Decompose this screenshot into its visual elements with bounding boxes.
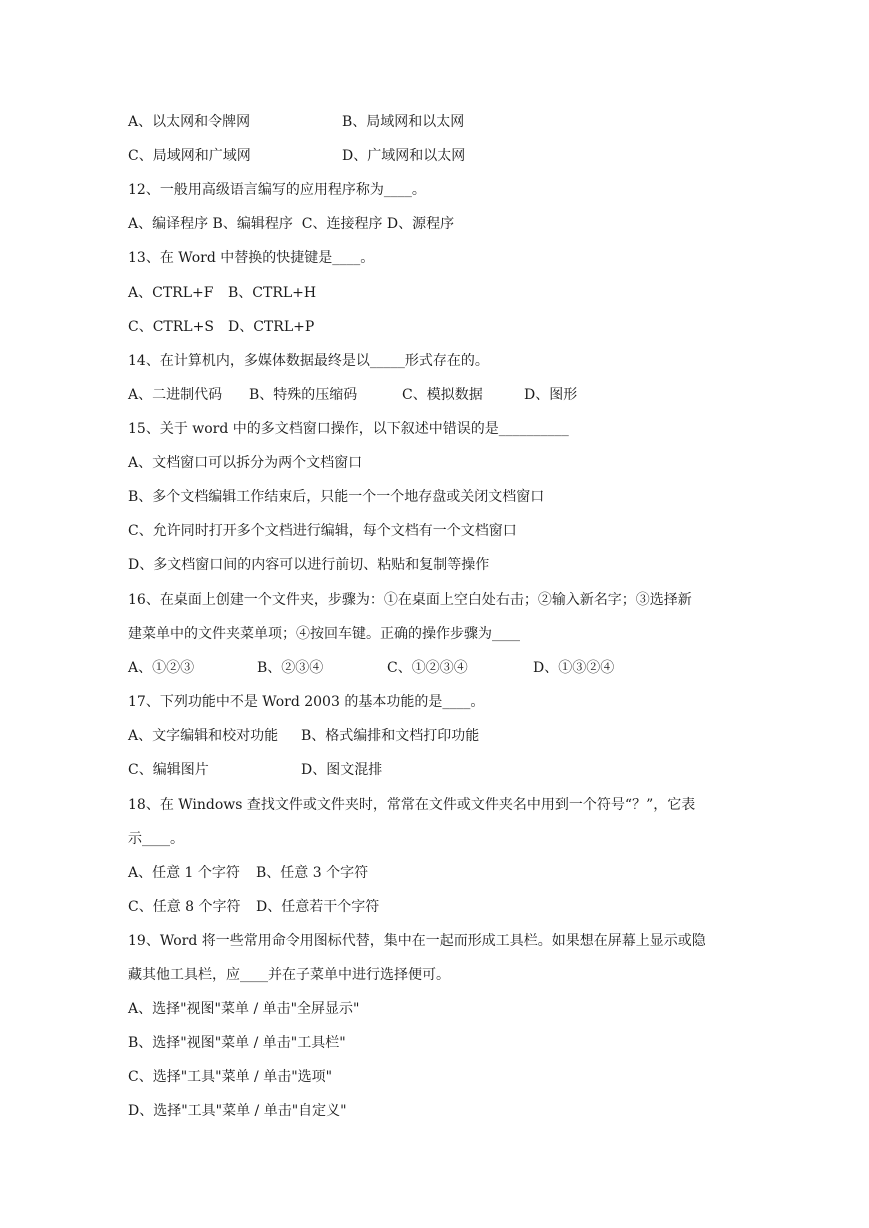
q11-option-b: B、局域网和以太网 bbox=[342, 114, 465, 130]
q16-option-d: D、①③②④ bbox=[533, 660, 615, 676]
q18-stem-line-2: 示____。 bbox=[128, 831, 184, 847]
q15-option-c: C、允许同时打开多个文档进行编辑，每个文档有一个文档窗口 bbox=[128, 523, 517, 539]
q16-option-a: A、①②③ bbox=[128, 660, 195, 676]
q14-option-c: C、模拟数据 bbox=[402, 387, 483, 403]
q14-options bbox=[128, 385, 578, 405]
q14-option-b: B、特殊的压缩码 bbox=[249, 387, 358, 403]
q19-stem-line-2: 藏其他工具栏，应____并在子菜单中进行选择便可。 bbox=[128, 967, 450, 983]
q11-option-a: A、以太网和令牌网 bbox=[128, 114, 251, 130]
q12-stem: 12、一般用高级语言编写的应用程序称为____。 bbox=[128, 182, 426, 198]
q18-option-b: B、任意 3 个字符 bbox=[256, 865, 369, 881]
q13-option-b: B、CTRL+H bbox=[228, 285, 317, 301]
q17-option-b: B、格式编排和文档打印功能 bbox=[301, 728, 480, 744]
q16-stem-line-2: 建菜单中的文件夹菜单项；④按回车键。正确的操作步骤为____ bbox=[128, 626, 520, 642]
q13-options-row-1 bbox=[128, 283, 317, 303]
q17-option-c: C、编辑图片 bbox=[128, 762, 209, 778]
q15-option-d: D、多文档窗口间的内容可以进行前切、粘贴和复制等操作 bbox=[128, 557, 490, 573]
q16-option-b: B、②③④ bbox=[257, 660, 324, 676]
q17-options-row-1 bbox=[128, 726, 480, 746]
q15-stem: 15、关于 word 中的多文档窗口操作，以下叙述中错误的是__________ bbox=[128, 421, 569, 437]
q17-option-a: A、文字编辑和校对功能 bbox=[128, 728, 279, 744]
q13-option-c: C、CTRL+S bbox=[128, 319, 214, 335]
q17-stem: 17、下列功能中不是 Word 2003 的基本功能的是____。 bbox=[128, 694, 485, 710]
q14-option-a: A、二进制代码 bbox=[128, 387, 223, 403]
q18-options-row-2 bbox=[128, 897, 380, 917]
q13-options-row-2 bbox=[128, 317, 315, 337]
q17-options-row-2 bbox=[128, 760, 383, 780]
q18-option-c: C、任意 8 个字符 bbox=[128, 899, 241, 915]
q19-option-d: D、选择"工具"菜单 / 单击"自定义" bbox=[128, 1103, 347, 1119]
q13-option-a: A、CTRL+F bbox=[128, 285, 214, 301]
q18-stem-line-1: 18、在 Windows 查找文件或文件夹时，常常在文件或文件夹名中用到一个符号“？”，它表 bbox=[128, 797, 696, 813]
q16-option-c: C、①②③④ bbox=[387, 660, 468, 676]
q19-stem-line-1: 19、Word 将一些常用命令用图标代替，集中在一起而形成工具栏。如果想在屏幕上显示或隐 bbox=[128, 933, 706, 949]
q17-option-d: D、图文混排 bbox=[301, 762, 383, 778]
q11-options-row-1 bbox=[128, 112, 465, 132]
q15-option-a: A、文档窗口可以拆分为两个文档窗口 bbox=[128, 455, 363, 471]
q14-stem: 14、在计算机内，多媒体数据最终是以_____形式存在的。 bbox=[128, 353, 489, 369]
q13-option-d: D、CTRL+P bbox=[228, 319, 315, 335]
q18-option-a: A、任意 1 个字符 bbox=[128, 865, 240, 881]
q16-stem-line-1: 16、在桌面上创建一个文件夹，步骤为：①在桌面上空白处右击；②输入新名字；③选择新 bbox=[128, 592, 692, 608]
q15-option-b: B、多个文档编辑工作结束后，只能一个一个地存盘或关闭文档窗口 bbox=[128, 489, 545, 505]
q11-options-row-2 bbox=[128, 146, 466, 166]
q18-options-row-1 bbox=[128, 863, 369, 883]
q11-option-d: D、广域网和以太网 bbox=[342, 148, 466, 164]
q18-option-d: D、任意若干个字符 bbox=[256, 899, 380, 915]
q16-options bbox=[128, 658, 615, 678]
q19-option-a: A、选择"视图"菜单 / 单击"全屏显示" bbox=[128, 1001, 360, 1017]
q13-stem: 13、在 Word 中替换的快捷键是____。 bbox=[128, 250, 375, 266]
q19-option-c: C、选择"工具"菜单 / 单击"选项" bbox=[128, 1069, 333, 1085]
q14-option-d: D、图形 bbox=[524, 387, 578, 403]
q19-option-b: B、选择"视图"菜单 / 单击"工具栏" bbox=[128, 1035, 346, 1051]
q12-options: A、编译程序 B、编辑程序 C、连接程序 D、源程序 bbox=[128, 216, 455, 232]
q11-option-c: C、局域网和广域网 bbox=[128, 148, 251, 164]
